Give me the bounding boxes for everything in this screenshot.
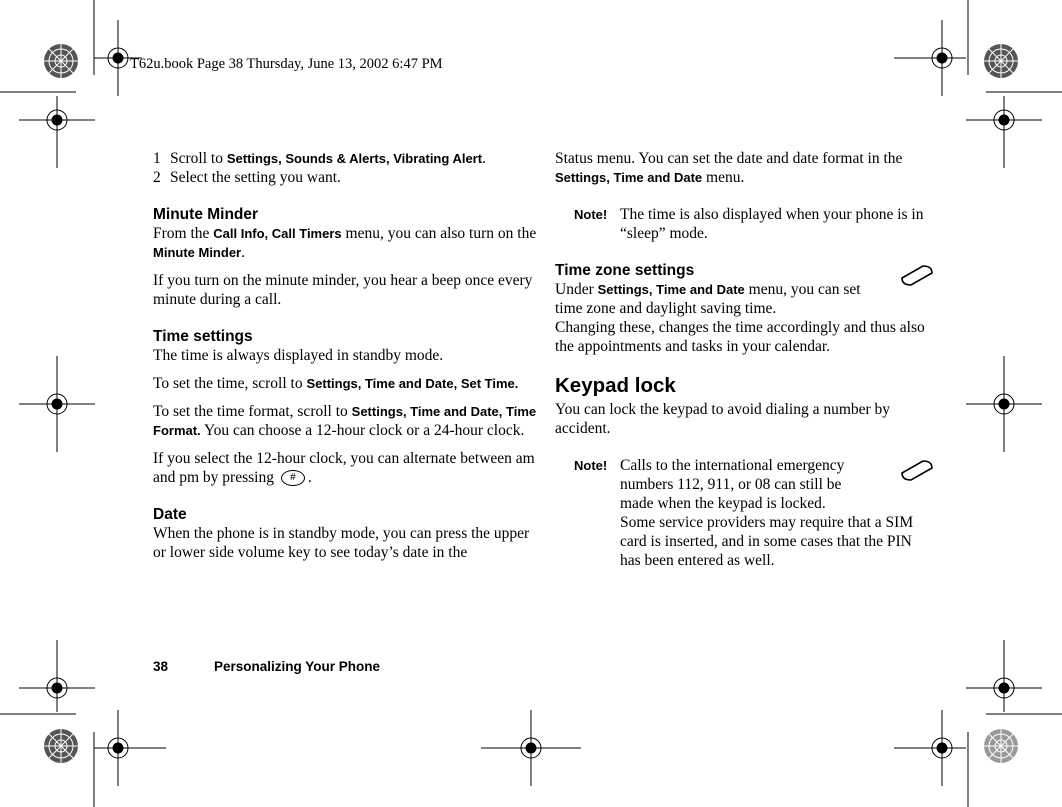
note-text: Calls to the international emergency numbers 112, 911, or 08 can still be made when the keypad is locked. <box>620 457 845 512</box>
paragraph: You can lock the keypad to avoid dialing a number by accident. <box>555 401 891 437</box>
step-text: Select the setting you want. <box>170 169 341 186</box>
paragraph: From the Call Info, Call Timers menu, you can also turn on the Minute Minder. <box>153 225 537 261</box>
paragraph: Under Settings, Time and Date menu, you can set time zone and daylight saving time. <box>555 281 861 317</box>
heading-keypad-lock: Keypad lock <box>555 374 676 397</box>
phone-icon <box>899 458 935 484</box>
note-block <box>555 205 935 243</box>
heading-time-settings: Time settings <box>153 328 253 345</box>
step-number: 1 <box>153 150 161 167</box>
paragraph: The time is always displayed in standby mode. <box>153 347 444 364</box>
phone-icon <box>899 263 935 289</box>
heading-time-zone-settings: Time zone settings <box>555 262 695 279</box>
paragraph: Changing these, changes the time accordingly and thus also the appointments and tasks in your calendar. <box>555 319 925 355</box>
note-block <box>555 456 935 570</box>
paragraph: When the phone is in standby mode, you can press the upper or lower side volume key to see today’s date in the <box>153 525 530 561</box>
page-number: 38 <box>153 659 169 674</box>
right-column <box>555 149 935 570</box>
paragraph: To set the time format, scroll to Settings, Time and Date, Time Format. You can choose a 12-hour clock or a 24-hour clock. <box>153 403 537 439</box>
step-number: 2 <box>153 169 161 186</box>
left-column <box>153 149 537 571</box>
note-label: Note! <box>574 458 608 473</box>
paragraph: If you select the 12-hour clock, you can alternate between am and pm by pressing # . <box>153 450 535 486</box>
heading-date: Date <box>153 506 187 523</box>
note-text: The time is also displayed when your phone is in “sleep” mode. <box>620 206 924 242</box>
note-text: Some service providers may require that a SIM card is inserted, and in some cases that the PIN has been entered as well. <box>620 514 914 569</box>
running-header: T62u.book Page 38 Thursday, June 13, 2002 6:47 PM <box>130 56 443 72</box>
hash-key-icon: # <box>281 470 305 486</box>
heading-minute-minder: Minute Minder <box>153 206 259 223</box>
step-item <box>153 149 537 168</box>
paragraph: If you turn on the minute minder, you hear a beep once every minute during a call. <box>153 272 533 308</box>
note-label: Note! <box>574 207 608 222</box>
time-zone-section <box>555 261 935 356</box>
paragraph: Status menu. You can set the date and date format in the Settings, Time and Date menu. <box>555 150 903 186</box>
step-item <box>153 168 537 187</box>
paragraph: To set the time, scroll to Settings, Time and Date, Set Time. <box>153 375 519 392</box>
section-title: Personalizing Your Phone <box>214 659 381 674</box>
step-text: Scroll to Settings, Sounds & Alerts, Vibrating Alert. <box>170 150 486 167</box>
